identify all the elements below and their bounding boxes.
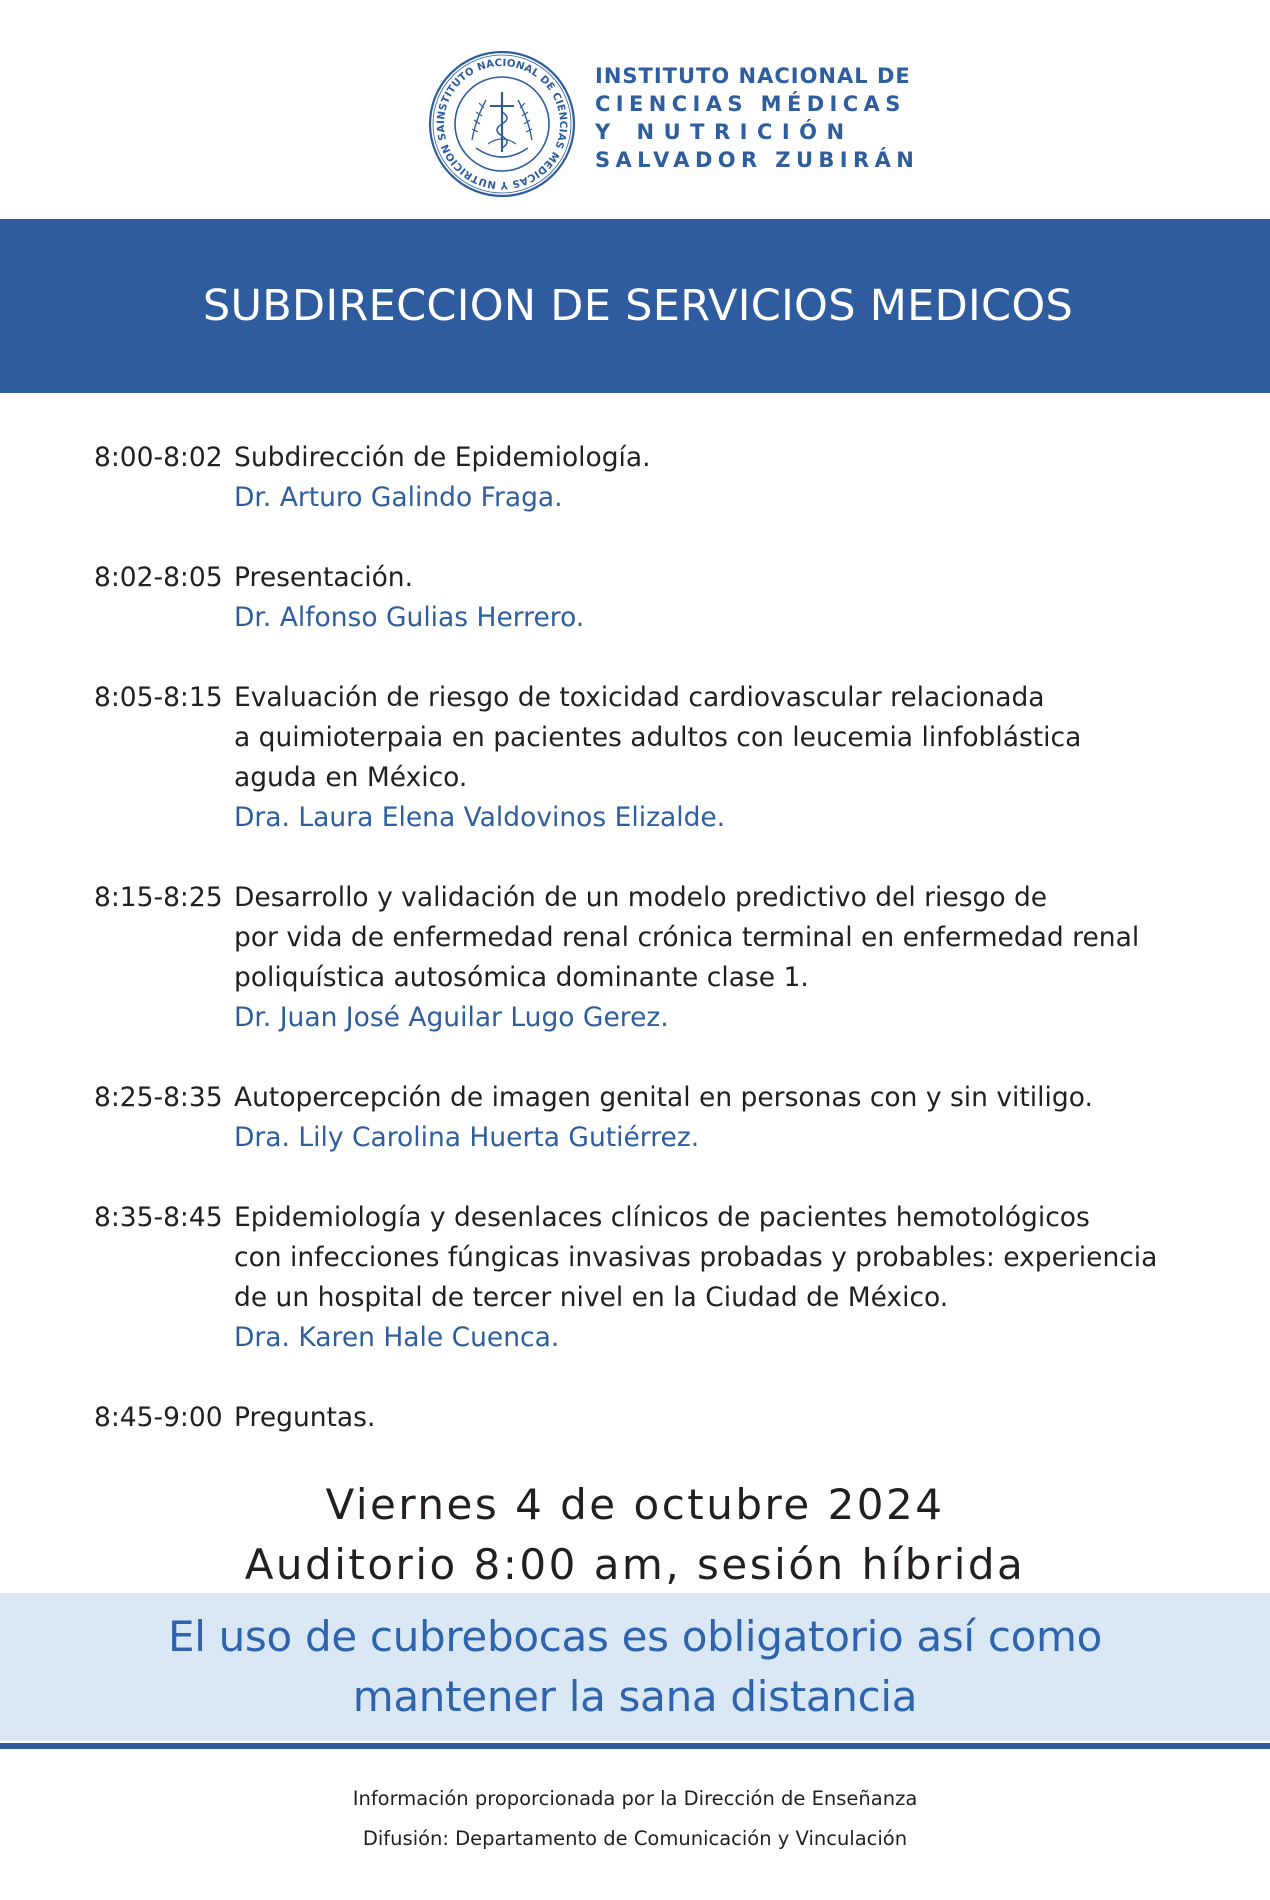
event-date: Viernes 4 de octubre 2024 bbox=[325, 1480, 945, 1529]
program-item bbox=[94, 1398, 1224, 1438]
item-title bbox=[234, 1078, 1224, 1118]
item-title-line: con infecciones fúngicas invasivas probadas y probables: experiencia bbox=[234, 1242, 1158, 1273]
item-speaker: Dr. Arturo Galindo Fraga. bbox=[234, 482, 563, 513]
program-item bbox=[94, 1078, 1224, 1158]
item-title-line: Autopercepción de imagen genital en personas con y sin vitiligo. bbox=[234, 1082, 1093, 1113]
item-speaker: Dr. Juan José Aguilar Lugo Gerez. bbox=[234, 1002, 669, 1033]
item-title-line: a quimioterpaia en pacientes adultos con leucemia linfoblástica bbox=[234, 722, 1082, 753]
institute-name-line-3: Y NUTRICIÓN bbox=[595, 120, 854, 144]
institute-seal-icon bbox=[426, 48, 578, 200]
program-item bbox=[94, 438, 1224, 518]
item-title bbox=[234, 878, 1224, 998]
notice-text bbox=[0, 1607, 1270, 1727]
item-time: 8:15-8:25 bbox=[94, 882, 223, 913]
institute-name bbox=[595, 62, 919, 174]
item-time: 8:45-9:00 bbox=[94, 1402, 223, 1433]
header-banner bbox=[0, 219, 1270, 393]
item-speaker: Dra. Karen Hale Cuenca. bbox=[234, 1322, 560, 1353]
item-title-line: Subdirección de Epidemiología. bbox=[234, 442, 651, 473]
item-title bbox=[234, 1198, 1224, 1318]
item-title bbox=[234, 558, 1224, 598]
item-time: 8:35-8:45 bbox=[94, 1202, 223, 1233]
session-program bbox=[94, 438, 1224, 1438]
item-title-line: Evaluación de riesgo de toxicidad cardiovascular relacionada bbox=[234, 682, 1045, 713]
item-title-line: aguda en México. bbox=[234, 762, 468, 793]
notice-line: mantener la sana distancia bbox=[352, 1672, 918, 1721]
footer-info: Información proporcionada por la Dirección de Enseñanza bbox=[352, 1787, 918, 1810]
banner-title: SUBDIRECCION DE SERVICIOS MEDICOS bbox=[202, 281, 1074, 331]
svg-text:INSTITUTO NACIONAL DE CIENCIAS bbox=[426, 48, 568, 190]
notice-line: El uso de cubrebocas es obligatorio así como bbox=[167, 1612, 1103, 1661]
item-title-line: Preguntas. bbox=[234, 1402, 376, 1433]
item-title bbox=[234, 1398, 1224, 1438]
item-speaker: Dra. Lily Carolina Huerta Gutiérrez. bbox=[234, 1122, 700, 1153]
program-item bbox=[94, 558, 1224, 638]
item-time: 8:25-8:35 bbox=[94, 1082, 223, 1113]
footer-divider bbox=[0, 1743, 1270, 1749]
item-title-line: de un hospital de tercer nivel en la Ciudad de México. bbox=[234, 1282, 949, 1313]
item-speaker: Dra. Laura Elena Valdovinos Elizalde. bbox=[234, 802, 726, 833]
item-title-line: poliquística autosómica dominante clase 1. bbox=[234, 962, 809, 993]
program-item bbox=[94, 678, 1224, 838]
item-title-line: por vida de enfermedad renal crónica terminal en enfermedad renal bbox=[234, 922, 1140, 953]
item-title bbox=[234, 438, 1224, 478]
institute-name-line-4: SALVADOR ZUBIRÁN bbox=[595, 148, 920, 172]
item-title-line: Epidemiología y desenlaces clínicos de pacientes hemotológicos bbox=[234, 1202, 1090, 1233]
item-title-line: Presentación. bbox=[234, 562, 414, 593]
item-time: 8:00-8:02 bbox=[94, 442, 223, 473]
item-title bbox=[234, 678, 1224, 798]
item-title-line: Desarrollo y validación de un modelo predictivo del riesgo de bbox=[234, 882, 1048, 913]
institute-name-line-2: CIENCIAS MÉDICAS bbox=[595, 92, 906, 116]
mask-notice bbox=[0, 1593, 1270, 1741]
seal-text: INSTITUTO NACIONAL DE CIENCIAS MEDICAS Y NUTRICION SA bbox=[435, 57, 569, 191]
institute-name-line-1: INSTITUTO NACIONAL DE bbox=[595, 64, 911, 88]
item-time: 8:05-8:15 bbox=[94, 682, 223, 713]
program-item bbox=[94, 878, 1224, 1038]
footer-diffusion: Difusión: Departamento de Comunicación y Vinculación bbox=[362, 1827, 908, 1850]
event-place: Auditorio 8:00 am, sesión híbrida bbox=[244, 1540, 1026, 1589]
item-time: 8:02-8:05 bbox=[94, 562, 223, 593]
program-item bbox=[94, 1198, 1224, 1358]
item-speaker: Dr. Alfonso Gulias Herrero. bbox=[234, 602, 585, 633]
